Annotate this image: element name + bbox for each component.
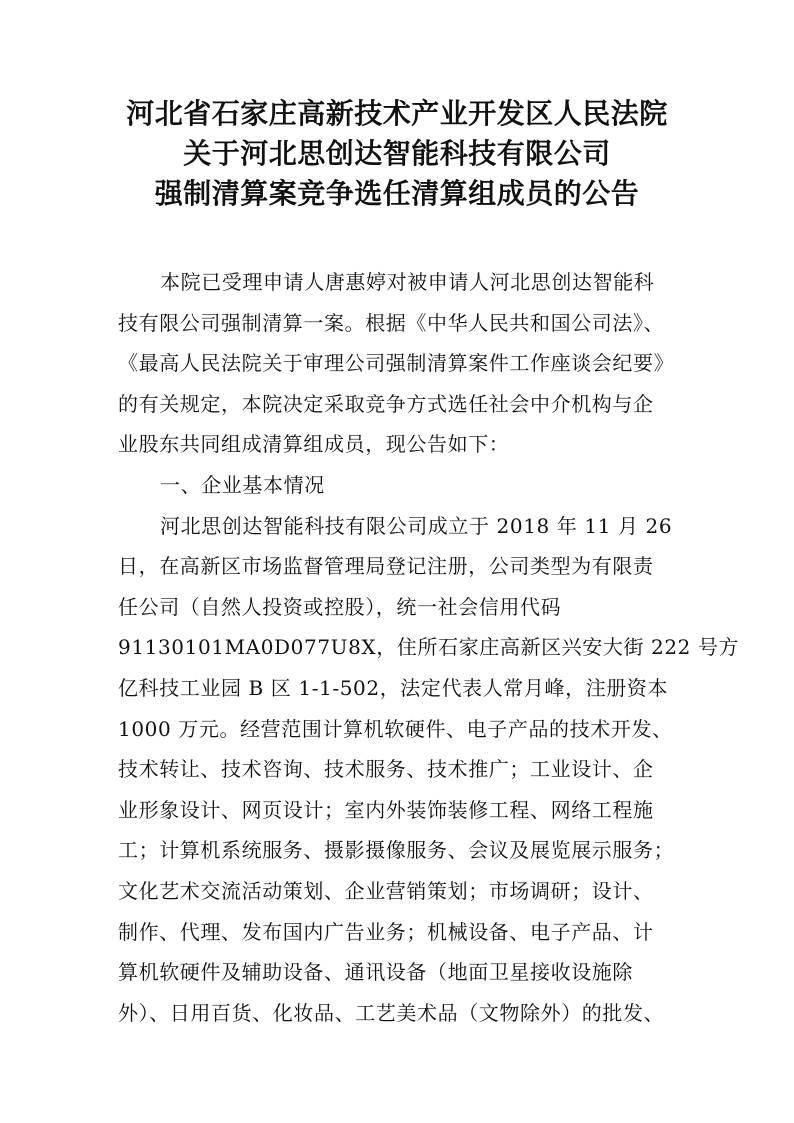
body-line: 亿科技工业园 B 区 1-1-502，法定代表人常月峰，注册资本 xyxy=(118,675,669,700)
body-line: 河北思创达智能科技有限公司成立于 2018 年 11 月 26 xyxy=(160,513,673,538)
body-line: 本院已受理申请人唐惠婷对被申请人河北思创达智能科 xyxy=(160,270,655,294)
body-line: 日，在高新区市场监督管理局登记注册，公司类型为有限责 xyxy=(118,554,654,579)
section-heading-basic-info: 一、企业基本情况 xyxy=(160,472,325,497)
body-line: 技有限公司强制清算一案。根据《中华人民共和国公司法》、 xyxy=(118,310,665,335)
title-line-court: 河北省石家庄高新技术产业开发区人民法院 xyxy=(126,97,668,130)
body-line: 业股东共同组成清算组成员，现公告如下： xyxy=(118,432,510,457)
announcement-body xyxy=(118,262,740,1033)
title-line-subject: 强制清算案竞争选任清算组成员的公告 xyxy=(154,177,640,210)
body-line: 算机软硬件及辅助设备、通讯设备（地面卫星接收设施除 xyxy=(118,960,633,985)
body-line: 91130101MA0D077U8X，住所石家庄高新区兴安大街 222 号方 xyxy=(118,635,740,660)
body-line: 文化艺术交流活动策划、企业营销策划；市场调研；设计、 xyxy=(118,878,654,903)
announcement-title xyxy=(100,94,694,214)
body-line: 制作、代理、发布国内广告业务；机械设备、电子产品、计 xyxy=(118,919,654,944)
body-line: 业形象设计、网页设计；室内外装饰装修工程、网络工程施 xyxy=(118,797,654,822)
body-line: 技术转让、技术咨询、技术服务、技术推广；工业设计、企 xyxy=(118,757,654,782)
body-line: 1000 万元。经营范围计算机软硬件、电子产品的技术开发、 xyxy=(118,716,673,741)
body-line: 的有关规定，本院决定采取竞争方式选任社会中介机构与企 xyxy=(118,391,654,416)
body-line: 《最高人民法院关于审理公司强制清算案件工作座谈会纪要》 xyxy=(118,351,675,376)
body-line: 任公司（自然人投资或控股），统一社会信用代码 xyxy=(118,594,562,619)
body-line: 外）、日用百货、化妆品、工艺美术品（文物除外）的批发、 xyxy=(118,1000,665,1025)
title-line-company: 关于河北思创达智能科技有限公司 xyxy=(183,137,611,170)
body-line: 工；计算机系统服务、摄影摄像服务、会议及展览展示服务； xyxy=(118,838,675,863)
